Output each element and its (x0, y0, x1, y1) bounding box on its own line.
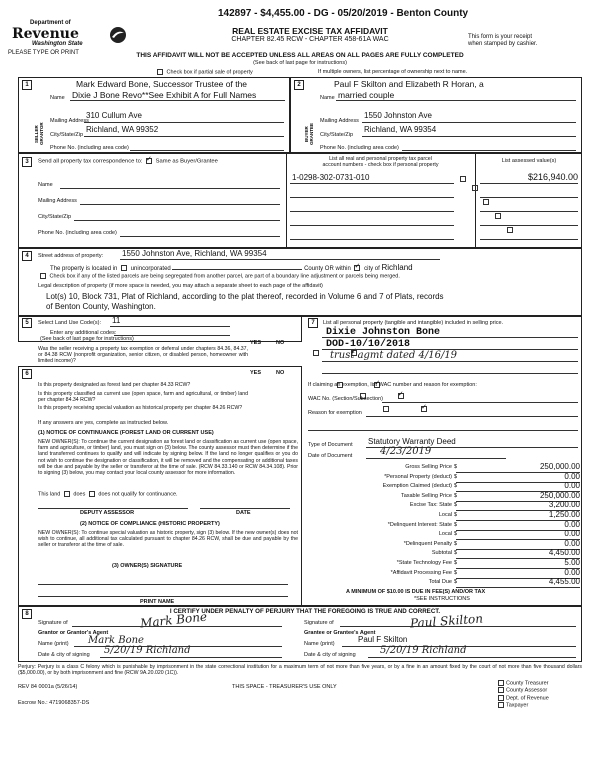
additional-codes-label: Enter any additional codes: (50, 330, 117, 336)
grantee-date-label: Date & city of signing (304, 652, 356, 658)
dollar-sign: $ (453, 521, 457, 528)
if-yes-note: If any answers are yes, complete as instructed below. (38, 420, 169, 426)
tax-row-value: 1,250.00 (456, 510, 580, 521)
section-number: 5 (22, 318, 32, 328)
tax-row-label: Local (438, 531, 452, 538)
additional-codes-note: (See back of last page for instructions) (40, 336, 134, 342)
perjury-notice: Perjury: Perjury is a class C felony which is punishable by imprisonment in the state correctional institution for a maximum term of not more than five years, or by a fine in an amount fixed by the court of not more than five thousand dollars ($5,000.00), or by both imprisonment and fine (RCW 9A.20.020 (1C)). (18, 664, 582, 677)
dollar-sign: $ (453, 560, 457, 566)
personal-property-line2: DOD-10/10/2018 (326, 339, 411, 350)
parcel-number: 1-0298-302-0731-010 (292, 173, 370, 182)
corr-city-label: City/State/Zip (38, 214, 72, 220)
tax-row-value: 0.00 (456, 529, 580, 540)
corr-address-label: Mailing Address (38, 198, 77, 204)
tax-row-label: Local (438, 512, 452, 518)
doc-type: Statutory Warranty Deed (368, 437, 456, 446)
dollar-sign: $ (453, 540, 457, 547)
legal-description-line1: Lot(s) 10, Block 731, Plat of Richland, according to the plat thereof, recorded in Volume 6 and 7 of Plats, records (46, 292, 444, 301)
multiple-owners-note: If multiple owners, list percentage of ownership next to name. (318, 69, 468, 75)
dollar-sign: $ (453, 512, 457, 518)
yes-header: YES (250, 370, 262, 376)
city-of-label: city of (364, 266, 380, 272)
exemption-label: If claiming an exemption, list WAC number and reason for exemption: (308, 382, 477, 388)
buyer-city-label: City/State/Zip (320, 132, 354, 138)
grantor-signature-label: Signature of (38, 620, 68, 626)
copy-distribution (496, 680, 549, 710)
deputy-assessor-label: DEPUTY ASSESSOR (80, 510, 135, 516)
grantor-signature: Mark Bone (139, 609, 208, 631)
doc-type-label: Type of Document (308, 442, 353, 448)
deputy-date-label: DATE (236, 510, 251, 516)
section-number: 7 (308, 318, 318, 328)
partial-sale-option[interactable] (155, 69, 253, 75)
does-not-label: does not qualify for continuance. (98, 491, 178, 498)
grantee-name-print-label: Name (print) (304, 641, 335, 647)
buyer-name-label: Name (320, 95, 335, 101)
dollar-sign: $ (453, 579, 457, 586)
seller-name-line1: Mark Edward Bone, Successor Trustee of the (76, 79, 248, 89)
parcel-header-1: List all real and personal property tax parcel (329, 156, 432, 162)
does-qualify-checkbox[interactable] (64, 491, 70, 497)
receipt-note-1: This form is your receipt (468, 34, 533, 40)
city-of-checkbox[interactable] (354, 265, 360, 271)
street-address: 1550 Johnston Ave, Richland, WA 99354 (122, 249, 267, 258)
tax-row-label: *State Technology Fee (396, 560, 452, 566)
personal-property-label: List all personal property (tangible and intangible) included in selling price. (323, 320, 504, 326)
same-as-buyer-label: Same as Buyer/Grantee (155, 158, 218, 165)
seller-address-label: Mailing Address (50, 118, 89, 124)
grantee-date-city: 5/20/19 Richland (380, 645, 467, 656)
yes-header: YES (250, 340, 262, 346)
dollar-sign: $ (453, 464, 457, 470)
form-title: REAL ESTATE EXCISE TAX AFFIDAVIT (232, 26, 388, 36)
tax-row-label: Subtotal (431, 550, 452, 557)
wac-label: WAC No. (Section/Subsection) (308, 396, 383, 402)
buyer-phone-label: Phone No. (including area code) (320, 145, 399, 151)
no-header: NO (276, 340, 285, 346)
notice-continuance-text: NEW OWNER(S): To continue the current designation as forest land or classification as current use (open space, farm and agriculture, or timber) land, you must sign on (3) below. The county assessor must then determine if the land transferred continues to qualify and will indicate by signing below. If the land no longer qualifies or you do not wish to continue the designation or classification, it will be removed and the compensating or additional taxes will be due and payable by the seller or transferor at the time of sale. (RCW 84.33.140 or RCW 84.34.108). Prior to signing (3) below, you may contact your local county assessor for more information. (38, 439, 298, 477)
seller-city: Richland, WA 99352 (86, 125, 159, 134)
segregated-note: Check box if any of the listed parcels are being segregated from another parcel, are part of a boundary line adjustment or parcels being merged. (49, 273, 400, 280)
tax-row-label: Taxable Selling Price (400, 492, 452, 499)
buyer-address-label: Mailing Address (320, 118, 359, 124)
revision-number: REV 84 0001a (5/26/14) (18, 684, 78, 690)
qualify-row (38, 491, 178, 497)
city-name: Richland (381, 263, 413, 272)
grantor-agent-label: Grantor or Grantor's Agent (38, 630, 109, 636)
seller-address: 310 Cullum Ave (86, 111, 142, 120)
does-not-qualify-checkbox[interactable] (89, 491, 95, 497)
notice-compliance-text: NEW OWNER(S): To continue special valuation as historic property, sign (3) below. If the new owner(s) does not wish to continue, all additional tax calculated pursuant to chapter 84.26 RCW, shall be due and payable by the seller or transferor at the time of sale. (38, 530, 298, 549)
section-number: 8 (22, 609, 32, 619)
grantee-name-print: Paul F Skilton (358, 635, 408, 644)
buyer-address: 1550 Johnston Ave (364, 111, 432, 120)
grantee-agent-label: Grantee or Grantee's Agent (304, 630, 376, 636)
receipt-note-2: when stamped by cashier. (468, 41, 538, 47)
current-use-question: Is this property classified as current use (open space, farm and agricultural, or timber) land per chapter 84.34 RCW? (38, 391, 248, 404)
forest-land-question: Is this property designated as forest land per chapter 84.33 RCW? (38, 382, 191, 388)
tax-row-value: 5.00 (456, 558, 580, 569)
personal-property-line1: Dixie Johnston Bone (326, 327, 441, 338)
legal-description-label: Legal description of property (if more space is needed, you may attach a separate sheet to each page of the affidavit) (38, 283, 323, 289)
unincorporated-label: unincorporated (130, 266, 171, 272)
grantor-date-city: 5/20/19 Richland (104, 645, 191, 656)
copy-checkbox[interactable] (498, 687, 504, 693)
escrow-number: Escrow No.: 4719068357-DS (18, 700, 90, 706)
section-number: 6 (22, 369, 32, 379)
tax-row-label: *Delinquent Penalty (403, 540, 452, 547)
county-or-within-label: County OR within (304, 266, 351, 272)
land-use-label: Select Land Use Code(s): (38, 320, 101, 326)
tax-row-label: Exemption Claimed (deduct) (382, 483, 452, 490)
corr-name-label: Name (38, 182, 53, 188)
seller-grantor-label: SELLER GRANTOR (34, 122, 44, 146)
grantee-signature-label: Signature of (304, 620, 334, 626)
copy-taxpayer: Taxpayer (496, 702, 549, 709)
seller-phone-label: Phone No. (including area code) (50, 145, 129, 151)
exemption-question: Was the seller receiving a property tax exemption or deferral under chapters 84.36, 84.37, or 84.38 RCW (nonprofit organization, senior citizen, or disabled person, homeowner with limited income)? (38, 346, 248, 365)
tax-row-label: *Delinquent Interest: State (387, 521, 452, 528)
tax-row-value: 4,450.00 (456, 548, 580, 559)
correspondence-label: Send all property tax correspondence to: (38, 158, 143, 165)
seller-name-line2: Dixie J Bone Revo**See Exhibit A for Full Names (72, 90, 257, 100)
agency-line1: Department of (30, 20, 71, 26)
this-land-label: This land (38, 491, 61, 498)
dollar-sign: $ (453, 531, 457, 538)
personal-property-checkbox[interactable] (460, 176, 466, 182)
section-number: 3 (22, 157, 32, 167)
dollar-sign: $ (453, 569, 457, 576)
tax-row-value: 4,455.00 (456, 577, 580, 588)
tax-row-value: 0.00 (456, 539, 580, 550)
assessed-header: List assessed value(s) (501, 158, 557, 164)
dollar-sign: $ (453, 492, 457, 499)
tax-row-value: 250,000.00 (456, 462, 580, 473)
correspondence-row (38, 158, 218, 165)
partial-sale-checkbox[interactable] (157, 69, 163, 75)
instructions-note: (See back of last page for instructions) (253, 60, 347, 66)
trust-agreement-note: trust agmt dated 4/16/19 (330, 350, 458, 361)
reason-label: Reason for exemption (308, 410, 362, 416)
swoosh-logo-icon (108, 25, 128, 45)
grantor-name-print-label: Name (print) (38, 641, 69, 647)
copy-checkbox[interactable] (498, 680, 504, 686)
recording-stamp: 142897 - $4,455.00 - DG - 05/20/2019 - Benton County (218, 8, 469, 19)
partial-sale-label: Check box if partial sale of property (166, 69, 253, 76)
tax-row-value: 0.00 (456, 481, 580, 492)
copy-checkbox[interactable] (498, 695, 504, 701)
personal-property-checkbox[interactable] (495, 213, 501, 219)
agency-line3: Washington State (32, 41, 83, 47)
copy-county-assessor: County Assessor (496, 687, 549, 694)
owner-signature-label: (3) OWNER(S) SIGNATURE (112, 563, 183, 569)
section-number: 2 (294, 80, 304, 90)
personal-property-checkbox[interactable] (507, 227, 513, 233)
tax-row-value: 250,000.00 (456, 491, 580, 502)
tax-row-value: 0.00 (456, 568, 580, 579)
segregated-row (38, 273, 400, 279)
located-label: The property is located in (50, 266, 118, 272)
treasurer-use-label: THIS SPACE - TREASURER'S USE ONLY (232, 684, 337, 690)
buyer-name-line2: married couple (338, 90, 395, 100)
tax-row-label: Gross Selling Price (405, 464, 452, 470)
tax-row-label: *Affidavit Processing Fee (390, 569, 452, 576)
dollar-sign: $ (453, 502, 457, 509)
unincorporated-checkbox[interactable] (121, 265, 127, 271)
section-number: 4 (22, 251, 32, 261)
tax-row-label: Excise Tax: State (409, 502, 452, 509)
grantor-date-label: Date & city of signing (38, 652, 90, 658)
see-instructions-note: *SEE INSTRUCTIONS (414, 596, 470, 602)
legal-description-line2: of Benton County, Washington. (46, 302, 156, 311)
seller-city-label: City/State/Zip (50, 132, 84, 138)
copy-checkbox[interactable] (498, 702, 504, 708)
dollar-sign: $ (453, 550, 457, 557)
tax-row-label: Total Due (428, 579, 452, 586)
assessed-value: $216,940.00 (527, 172, 578, 182)
seller-name-label: Name (50, 95, 65, 101)
personal-property-checkbox[interactable] (483, 199, 489, 205)
tax-row-label: *Personal Property (deduct) (384, 473, 452, 480)
buyer-city: Richland, WA 99354 (364, 125, 437, 134)
tax-row-value: 0.00 (456, 472, 580, 483)
notice-compliance-title: (2) NOTICE OF COMPLIANCE (HISTORIC PROPERTY) (80, 521, 220, 527)
grantee-signature: Paul Skilton (409, 611, 484, 631)
dollar-sign: $ (453, 473, 457, 480)
warning-text: THIS AFFIDAVIT WILL NOT BE ACCEPTED UNLESS ALL AREAS ON ALL PAGES ARE FULLY COMPLETED (136, 52, 464, 59)
dollar-sign: $ (453, 483, 457, 490)
no-header: NO (276, 370, 285, 376)
land-use-code: 11 (112, 316, 121, 325)
street-label: Street address of property: (38, 253, 104, 259)
notice-continuance-title: (1) NOTICE OF CONTINUANCE (FOREST LAND OR CURRENT USE) (38, 430, 214, 436)
copy-county-treasurer: County Treasurer (496, 680, 549, 687)
section-number: 1 (22, 80, 32, 90)
certify-statement: I CERTIFY UNDER PENALTY OF PERJURY THAT THE FOREGOING IS TRUE AND CORRECT. (169, 608, 441, 615)
buyer-name-line1: Paul F Skilton and Elizabeth R Horan, a (334, 79, 484, 89)
does-label: does (73, 491, 86, 498)
doc-date-label: Date of Document (308, 453, 353, 459)
corr-phone-label: Phone No. (including area code) (38, 230, 117, 236)
form-subtitle: CHAPTER 82.45 RCW - CHAPTER 458-61A WAC (231, 36, 389, 43)
copy-dept-revenue: Dept. of Revenue (496, 695, 549, 702)
same-as-buyer-checkbox[interactable] (146, 158, 152, 164)
located-row (50, 263, 413, 272)
tax-row-value: 0.00 (456, 520, 580, 531)
parcel-header-2: account numbers - check box if personal property (322, 162, 439, 168)
grantor-name-print: Mark Bone (88, 635, 144, 646)
agency-line2: Revenue (12, 26, 79, 42)
buyer-grantee-label: BUYER GRANTEE (304, 123, 314, 146)
doc-date: 4/23/2019 (380, 446, 432, 457)
personal-property-checkbox[interactable] (472, 185, 478, 191)
print-name-label: PRINT NAME (140, 599, 175, 605)
tax-row-value: 3,200.00 (456, 500, 580, 511)
segregated-checkbox[interactable] (40, 273, 46, 279)
minimum-due-note: A MINIMUM OF $10.00 IS DUE IN FEE(S) AND/OR TAX (346, 589, 486, 595)
historic-question: Is this property receiving special valuation as historical property per chapter 84.26 RCW? (38, 405, 243, 411)
type-or-print-note: PLEASE TYPE OR PRINT (8, 50, 79, 56)
